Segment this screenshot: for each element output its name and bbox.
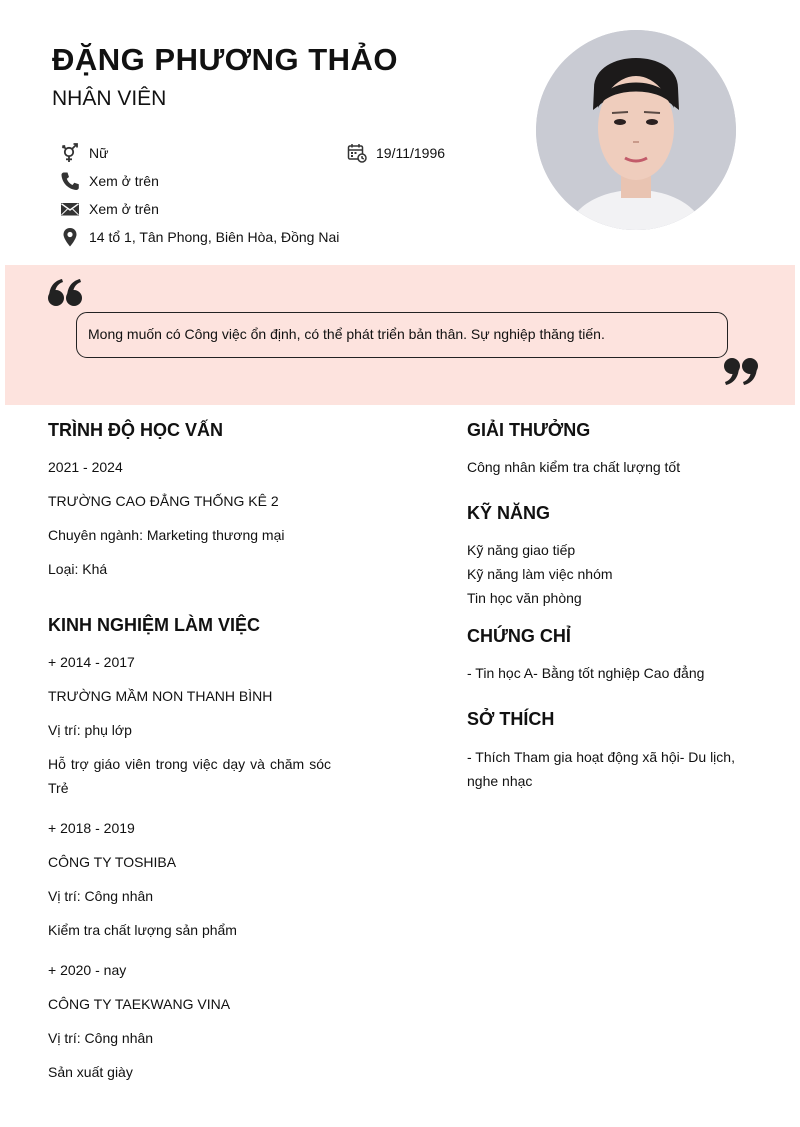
skill-item: Kỹ năng giao tiếp <box>467 542 576 558</box>
quote-close-icon <box>721 355 759 387</box>
hobbies-text: - Thích Tham gia hoạt động xã hội- Du lịch, nghe nhạc <box>467 749 735 789</box>
experience-company: TRƯỜNG MẦM NON THANH BÌNH <box>48 688 273 704</box>
quote-open-icon <box>47 277 85 309</box>
address-value: 14 tổ 1, Tân Phong, Biên Hòa, Đồng Nai <box>89 229 340 245</box>
education-grade: Loại: Khá <box>48 561 108 577</box>
calendar-icon <box>347 143 367 163</box>
awards-text: Công nhân kiểm tra chất lượng tốt <box>467 459 681 475</box>
experience-description: Kiểm tra chất lượng sản phẩm <box>48 922 237 938</box>
experience-company: CÔNG TY TOSHIBA <box>48 854 177 870</box>
education-school: TRƯỜNG CAO ĐẲNG THỐNG KÊ 2 <box>48 493 279 509</box>
phone-value: Xem ở trên <box>89 173 159 189</box>
experience-role: Vị trí: Công nhân <box>48 888 154 904</box>
hobbies-title: SỞ THÍCH <box>467 709 555 729</box>
experience-company: CÔNG TY TAEKWANG VINA <box>48 996 231 1012</box>
gender-value: Nữ <box>89 145 109 161</box>
birthday-value: 19/11/1996 <box>376 145 446 161</box>
education-period: 2021 - 2024 <box>48 459 123 475</box>
birthday-row <box>347 143 445 163</box>
experience-description: Hỗ trợ giáo viên trong việc dạy và chăm sóc Trẻ <box>48 756 331 796</box>
certificates-text: - Tin học A- Bằng tốt nghiệp Cao đẳng <box>467 665 705 681</box>
objective-text: Mong muốn có Công việc ổn định, có thể phát triển bản thân. Sự nghiệp thăng tiến. <box>76 312 728 358</box>
candidate-name: ĐẶNG PHƯƠNG THẢO <box>52 42 399 77</box>
skills-title: KỸ NĂNG <box>467 503 551 523</box>
candidate-position: NHÂN VIÊN <box>52 87 167 110</box>
avatar <box>536 30 736 230</box>
experience-title: KINH NGHIỆM LÀM VIỆC <box>48 615 261 635</box>
map-pin-icon <box>60 227 80 247</box>
experience-period: + 2018 - 2019 <box>48 820 135 836</box>
phone-row <box>60 171 159 191</box>
phone-icon <box>60 171 80 191</box>
education-major: Chuyên ngành: Marketing thương mại <box>48 527 285 543</box>
awards-title: GIẢI THƯỞNG <box>467 420 591 440</box>
gender-icon <box>60 143 80 163</box>
certificates-title: CHỨNG CHỈ <box>467 626 571 646</box>
objective-section <box>5 265 795 405</box>
experience-role: Vị trí: Công nhân <box>48 1030 154 1046</box>
address-row <box>60 227 339 247</box>
skill-item: Tin học văn phòng <box>467 590 582 606</box>
email-row <box>60 199 159 219</box>
experience-period: + 2014 - 2017 <box>48 654 135 670</box>
skill-item: Kỹ năng làm việc nhóm <box>467 566 613 582</box>
experience-period: + 2020 - nay <box>48 962 127 978</box>
education-title: TRÌNH ĐỘ HỌC VẤN <box>48 420 223 440</box>
email-value: Xem ở trên <box>89 201 159 217</box>
envelope-icon <box>60 199 80 219</box>
gender-row <box>60 143 108 163</box>
experience-role: Vị trí: phụ lớp <box>48 722 132 738</box>
experience-description: Sản xuất giày <box>48 1064 133 1080</box>
